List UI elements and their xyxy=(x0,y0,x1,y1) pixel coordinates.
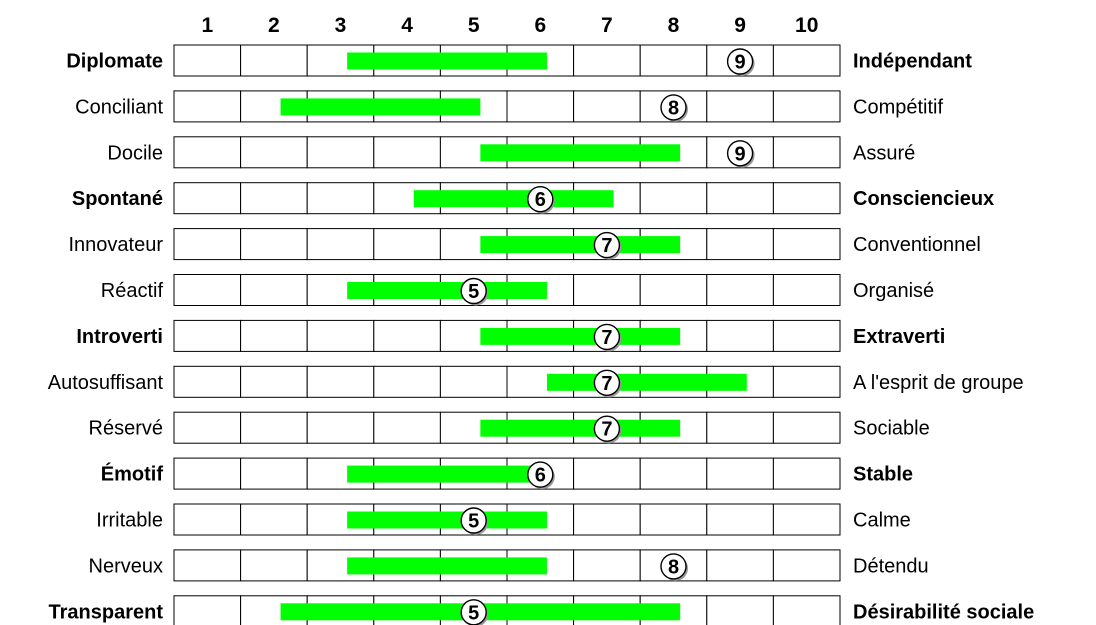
scale-cell xyxy=(507,91,574,122)
scale-cell xyxy=(174,412,241,443)
scale-cell xyxy=(574,91,641,122)
score-value: 5 xyxy=(468,281,480,303)
profile-row xyxy=(76,320,945,351)
scale-cell xyxy=(707,550,774,581)
score-value: 7 xyxy=(601,372,613,395)
right-pole-label: A l'esprit de groupe xyxy=(853,371,1024,394)
profile-row xyxy=(96,504,911,535)
scale-cell xyxy=(174,366,241,397)
scale-cell xyxy=(707,275,774,306)
right-pole-label: Stable xyxy=(853,463,914,486)
scale-cell xyxy=(374,229,441,260)
profile-row xyxy=(75,91,943,122)
range-bar xyxy=(347,53,547,70)
scale-cell xyxy=(707,183,774,214)
scale-cell xyxy=(640,458,707,489)
profile-row xyxy=(89,550,929,581)
right-pole-label: Compétitif xyxy=(853,96,944,119)
scale-cell xyxy=(773,504,840,535)
scale-cell xyxy=(241,458,308,489)
scale-cell xyxy=(174,183,241,214)
scale-cell xyxy=(307,412,374,443)
range-bar xyxy=(547,374,747,391)
range-bar xyxy=(347,512,547,529)
right-pole-label: Sociable xyxy=(853,417,930,440)
scale-cell xyxy=(574,550,641,581)
scale-cell xyxy=(241,229,308,260)
scale-cell xyxy=(574,504,641,535)
range-bar xyxy=(414,190,614,207)
right-pole-label: Consciencieux xyxy=(853,188,995,211)
profile-row xyxy=(49,596,1035,625)
score-value: 6 xyxy=(534,189,546,212)
left-pole-label: Irritable xyxy=(96,509,163,532)
scale-cell xyxy=(773,458,840,489)
scale-cell xyxy=(707,596,774,625)
range-bar xyxy=(347,282,547,299)
scale-cell xyxy=(640,183,707,214)
scale-cell xyxy=(307,320,374,351)
profile-row xyxy=(101,458,913,489)
scale-cell xyxy=(773,412,840,443)
right-pole-label: Détendu xyxy=(853,555,929,578)
left-pole-label: Docile xyxy=(107,142,163,165)
scale-cell xyxy=(773,45,840,76)
profile-row xyxy=(101,275,934,306)
left-pole-label: Émotif xyxy=(100,463,163,486)
left-pole-label: Diplomate xyxy=(66,50,163,73)
scale-cell xyxy=(174,229,241,260)
score-value: 6 xyxy=(534,464,546,487)
scale-cell xyxy=(773,137,840,168)
scale-cell xyxy=(773,366,840,397)
scale-cell xyxy=(241,137,308,168)
range-bar xyxy=(480,328,680,345)
score-value: 5 xyxy=(468,602,480,625)
scale-cell xyxy=(707,412,774,443)
scale-cell xyxy=(707,229,774,260)
right-pole-label: Indépendant xyxy=(853,50,972,73)
scale-cell xyxy=(707,320,774,351)
right-pole-label: Extraverti xyxy=(853,325,946,348)
scale-cell xyxy=(241,275,308,306)
scale-cell xyxy=(241,504,308,535)
range-bar xyxy=(347,557,547,574)
scale-cell xyxy=(174,275,241,306)
profile-row xyxy=(89,412,930,443)
score-value: 7 xyxy=(601,326,613,349)
scale-cell xyxy=(574,458,641,489)
scale-cell xyxy=(640,504,707,535)
score-value: 7 xyxy=(601,235,613,258)
scale-cell xyxy=(241,183,308,214)
right-pole-label: Désirabilité sociale xyxy=(853,601,1035,624)
range-bar xyxy=(480,144,680,161)
left-pole-label: Spontané xyxy=(71,188,163,211)
scale-cell xyxy=(773,91,840,122)
scale-cell xyxy=(773,596,840,625)
scale-cell xyxy=(640,45,707,76)
scale-tick-label: 3 xyxy=(334,14,347,37)
left-pole-label: Réservé xyxy=(88,417,163,440)
scale-cell xyxy=(241,412,308,443)
scale-cell xyxy=(374,137,441,168)
left-pole-label: Conciliant xyxy=(75,96,163,119)
scale-cell xyxy=(374,320,441,351)
scale-tick-label: 7 xyxy=(601,14,613,37)
right-pole-label: Conventionnel xyxy=(853,234,981,257)
scale-cell xyxy=(307,137,374,168)
scale-cell xyxy=(773,275,840,306)
left-pole-label: Réactif xyxy=(100,280,163,302)
scale-cell xyxy=(307,183,374,214)
scale-cell xyxy=(307,229,374,260)
scale-cell xyxy=(174,45,241,76)
scale-cell xyxy=(307,366,374,397)
scale-cell xyxy=(241,366,308,397)
range-bar xyxy=(480,236,680,253)
scale-cell xyxy=(374,366,441,397)
scale-cell xyxy=(440,366,507,397)
range-bar xyxy=(480,420,680,437)
left-pole-label: Transparent xyxy=(48,601,163,624)
scale-tick-label: 10 xyxy=(795,14,819,37)
score-value: 8 xyxy=(667,556,680,579)
scale-cell xyxy=(241,45,308,76)
scale-cell xyxy=(174,458,241,489)
scale-cell xyxy=(773,229,840,260)
profile-row xyxy=(48,366,1024,397)
scale-headers xyxy=(201,14,818,37)
scale-cell xyxy=(174,596,241,625)
scale-cell xyxy=(374,412,441,443)
scale-cell xyxy=(773,320,840,351)
scale-tick-label: 6 xyxy=(534,14,547,37)
scale-cell xyxy=(174,320,241,351)
profile-row xyxy=(68,229,980,260)
score-value: 9 xyxy=(734,51,746,74)
score-value: 5 xyxy=(468,510,480,533)
scale-cell xyxy=(640,275,707,306)
scale-tick-label: 8 xyxy=(667,14,680,37)
scale-cell xyxy=(707,91,774,122)
profile-row xyxy=(72,183,994,214)
scale-tick-label: 5 xyxy=(467,14,480,37)
left-pole-label: Introverti xyxy=(76,325,163,348)
range-bar xyxy=(347,466,547,483)
profile-row xyxy=(107,137,915,168)
scale-cell xyxy=(574,275,641,306)
score-value: 8 xyxy=(667,97,680,120)
scale-tick-label: 2 xyxy=(268,14,280,37)
scale-tick-label: 9 xyxy=(734,14,746,37)
range-bar xyxy=(281,98,481,115)
score-value: 9 xyxy=(734,143,746,166)
scale-tick-label: 4 xyxy=(401,14,413,37)
scale-cell xyxy=(174,91,241,122)
right-pole-label: Calme xyxy=(853,509,911,532)
profile-rows xyxy=(48,45,1034,625)
left-pole-label: Autosuffisant xyxy=(47,371,163,394)
right-pole-label: Assuré xyxy=(853,142,916,165)
scale-cell xyxy=(773,550,840,581)
score-value: 7 xyxy=(601,418,613,441)
scale-cell xyxy=(174,137,241,168)
scale-tick-label: 1 xyxy=(201,14,214,37)
scale-cell xyxy=(241,550,308,581)
profile-row xyxy=(66,45,972,76)
scale-cell xyxy=(707,504,774,535)
left-pole-label: Innovateur xyxy=(68,234,163,257)
scale-cell xyxy=(174,504,241,535)
scale-cell xyxy=(574,45,641,76)
scale-cell xyxy=(707,458,774,489)
left-pole-label: Nerveux xyxy=(88,555,163,578)
scale-cell xyxy=(773,183,840,214)
scale-cell xyxy=(241,320,308,351)
scale-cell xyxy=(174,550,241,581)
right-pole-label: Organisé xyxy=(853,280,935,302)
